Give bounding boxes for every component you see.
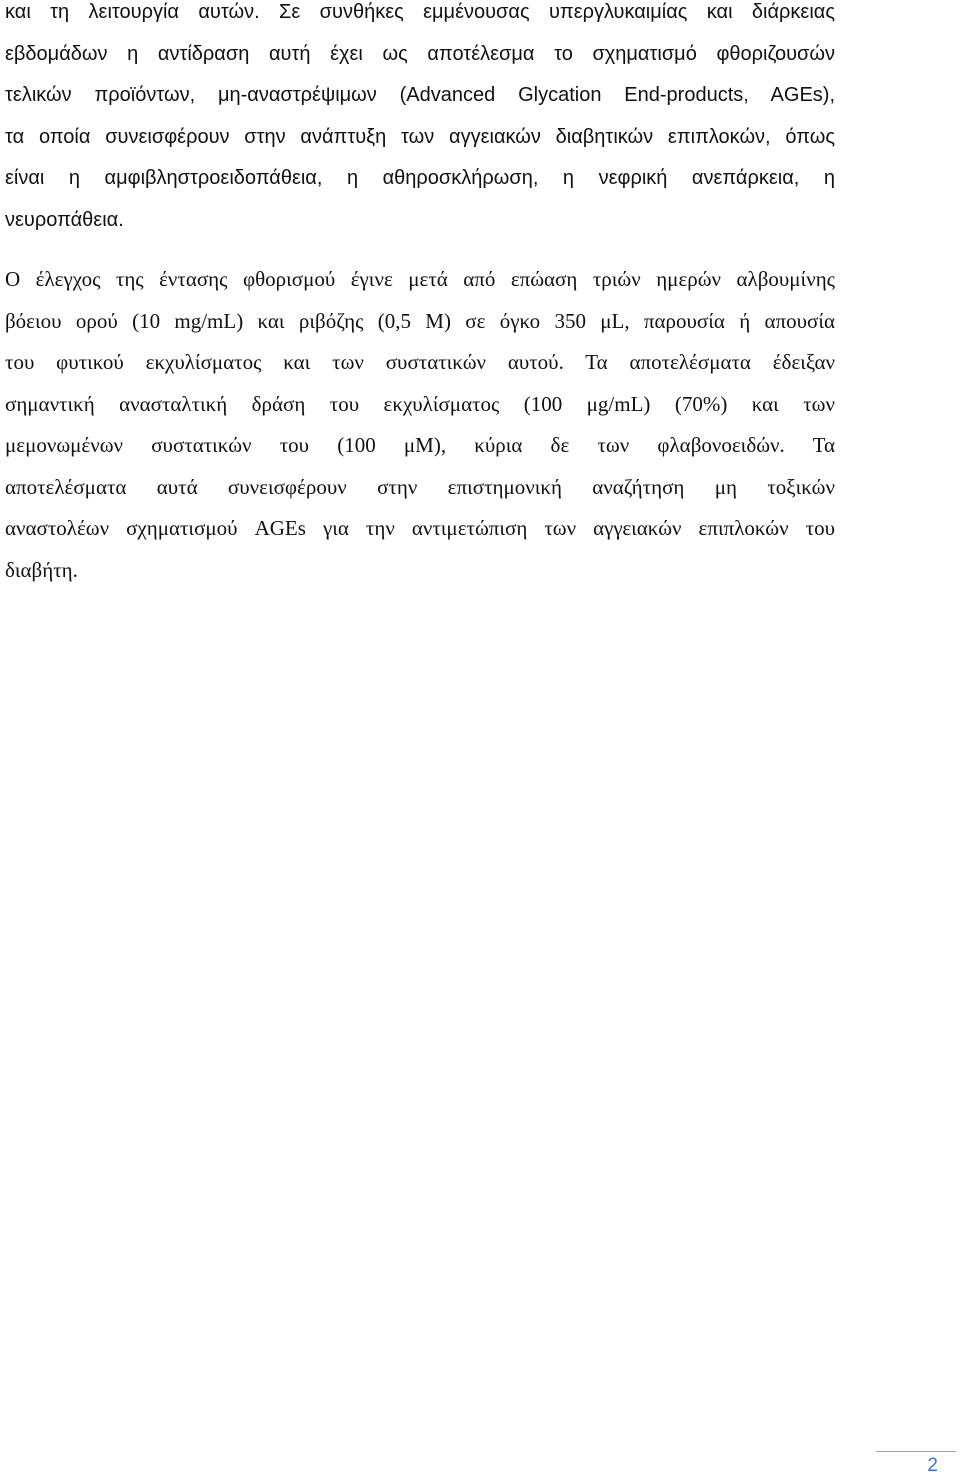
paragraph-2-line: μεμονωμένων συστατικών του (100 μM), κύρια δε των φλαβονοειδών. Τα <box>5 433 835 457</box>
paragraph-1-line: είναι η αμφιβληστροειδοπάθεια, η αθηροσκλήρωση, η νεφρική ανεπάρκεια, η <box>5 167 835 189</box>
paragraph-spacer <box>5 241 835 259</box>
paragraph-2-line: αναστολέων σχηματισμού AGEs για την αντιμετώπιση των αγγειακών επιπλοκών του <box>5 516 835 540</box>
paragraph-1 <box>5 0 835 241</box>
document-page <box>5 0 835 591</box>
paragraph-2-line: του φυτικού εκχυλίσματος και των συστατικών αυτού. Τα αποτελέσματα έδειξαν <box>5 350 835 374</box>
paragraph-1-line: τα οποία συνεισφέρουν στην ανάπτυξη των αγγειακών διαβητικών επιπλοκών, όπως <box>5 125 835 148</box>
paragraph-2-line: Ο έλεγχος της έντασης φθορισμού έγινε μετά από επώαση τριών ημερών αλβουμίνης <box>5 267 835 291</box>
paragraph-2-line: βόειου ορού (10 mg/mL) και ριβόζης (0,5 M) σε όγκο 350 μL, παρουσία ή απουσία <box>5 308 835 333</box>
page-number: 2 <box>927 1455 938 1476</box>
footer-rule <box>876 1451 956 1452</box>
paragraph-1-line: νευροπάθεια. <box>5 208 124 231</box>
paragraph-2-line: αποτελέσματα αυτά συνεισφέρουν στην επιστημονική αναζήτηση μη τοξικών <box>5 474 835 499</box>
paragraph-1-line: εβδομάδων η αντίδραση αυτή έχει ως αποτέλεσμα το σχηματισμό φθοριζουσών <box>5 42 835 65</box>
paragraph-2 <box>5 259 835 591</box>
paragraph-2-line: διαβήτη. <box>5 557 78 582</box>
paragraph-1-line: τελικών προϊόντων, μη-αναστρέψιμων (Advanced Glycation End-products, AGEs), <box>5 84 835 106</box>
paragraph-1-line: και τη λειτουργία αυτών. Σε συνθήκες εμμένουσας υπεργλυκαιμίας και διάρκειας <box>5 1 835 23</box>
paragraph-2-line: σημαντική ανασταλτική δράση του εκχυλίσματος (100 μg/mL) (70%) και των <box>5 391 835 416</box>
